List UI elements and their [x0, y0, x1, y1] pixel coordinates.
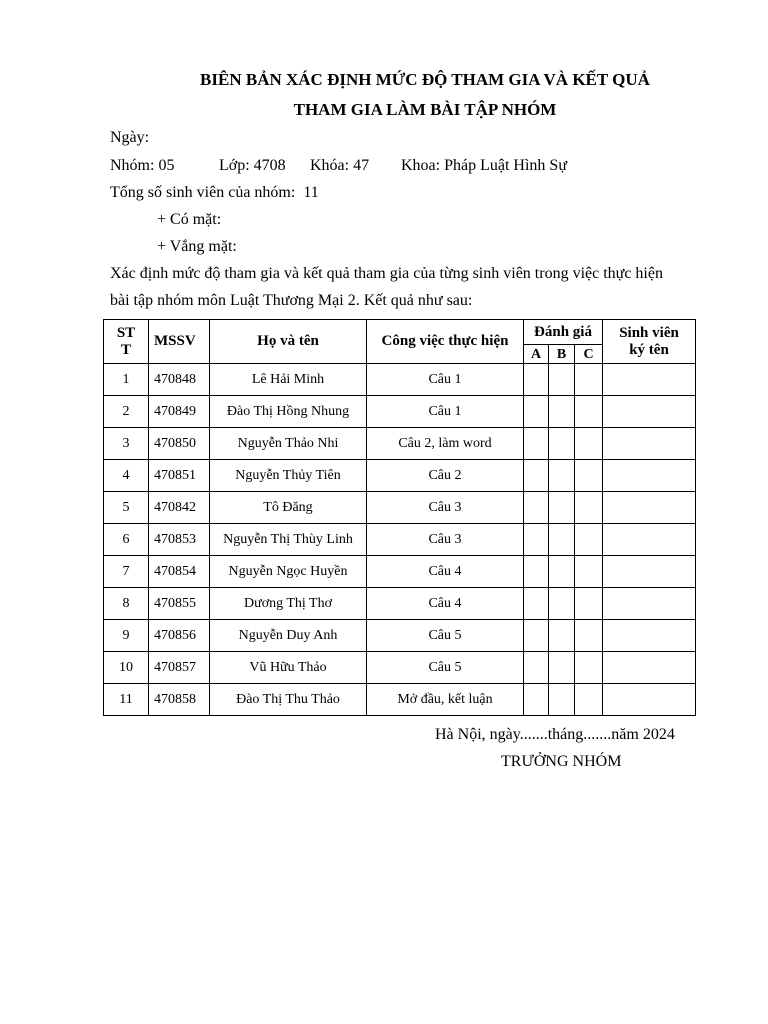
- cell-task: Câu 2, làm word: [367, 428, 524, 460]
- cell-mssv: 470850: [149, 428, 210, 460]
- date-label: Ngày:: [110, 129, 150, 146]
- present-label: + Có mặt:: [157, 211, 222, 228]
- cell-task: Mở đầu, kết luận: [367, 684, 524, 716]
- cell-stt: 6: [104, 524, 149, 556]
- cell-mssv: 470856: [149, 620, 210, 652]
- cell-grade-a: [524, 492, 549, 524]
- cell-task: Câu 5: [367, 652, 524, 684]
- cell-grade-c: [575, 588, 603, 620]
- cell-signature: [603, 556, 696, 588]
- cell-grade-c: [575, 684, 603, 716]
- table-row: [104, 556, 696, 588]
- cell-task: Câu 5: [367, 620, 524, 652]
- cell-stt: 1: [104, 364, 149, 396]
- faculty-label: Khoa: Pháp Luật Hình Sự: [401, 157, 567, 174]
- table-header-row: [104, 320, 696, 345]
- participation-table: [103, 319, 696, 716]
- cell-name: Lê Hải Minh: [210, 364, 367, 396]
- cell-name: Nguyễn Duy Anh: [210, 620, 367, 652]
- cell-task: Câu 3: [367, 492, 524, 524]
- cell-grade-c: [575, 396, 603, 428]
- cell-grade-c: [575, 652, 603, 684]
- cell-stt: 7: [104, 556, 149, 588]
- header-signature-line-1: Sinh viên: [619, 324, 679, 341]
- table-row: [104, 620, 696, 652]
- title-line-2: THAM GIA LÀM BÀI TẬP NHÓM: [293, 100, 557, 119]
- header-stt: [104, 320, 149, 364]
- cell-signature: [603, 460, 696, 492]
- table-row: [104, 652, 696, 684]
- cell-task: Câu 1: [367, 364, 524, 396]
- header-signature-line-2: ký tên: [629, 341, 669, 358]
- cell-grade-a: [524, 684, 549, 716]
- cell-stt: 9: [104, 620, 149, 652]
- table-body: [104, 364, 696, 716]
- cell-stt: 10: [104, 652, 149, 684]
- cell-signature: [603, 524, 696, 556]
- header-stt-line-2: T: [120, 341, 131, 358]
- table-row: [104, 588, 696, 620]
- cell-mssv: 470853: [149, 524, 210, 556]
- cell-signature: [603, 396, 696, 428]
- cell-grade-c: [575, 556, 603, 588]
- group-label: Nhóm: 05: [110, 157, 175, 174]
- cell-stt: 4: [104, 460, 149, 492]
- cell-grade-b: [549, 428, 575, 460]
- header-grade-c: C: [575, 345, 603, 364]
- header-stt-line-1: ST: [116, 324, 136, 341]
- cell-task: Câu 2: [367, 460, 524, 492]
- header-name: Họ và tên: [210, 320, 367, 364]
- cell-name: Nguyễn Ngọc Huyền: [210, 556, 367, 588]
- table-row: [104, 684, 696, 716]
- header-mssv: MSSV: [149, 320, 210, 364]
- cell-grade-c: [575, 620, 603, 652]
- cell-mssv: 470848: [149, 364, 210, 396]
- cell-task: Câu 4: [367, 556, 524, 588]
- cell-grade-b: [549, 524, 575, 556]
- cell-name: Dương Thị Thơ: [210, 588, 367, 620]
- footer-date: Hà Nội, ngày.......tháng.......năm 2024: [435, 726, 675, 743]
- cell-grade-b: [549, 364, 575, 396]
- cell-signature: [603, 620, 696, 652]
- table-row: [104, 364, 696, 396]
- cell-name: Đào Thị Hồng Nhung: [210, 396, 367, 428]
- cell-name: Nguyễn Thị Thùy Linh: [210, 524, 367, 556]
- cell-name: Tô Đăng: [210, 492, 367, 524]
- cell-signature: [603, 428, 696, 460]
- cell-grade-a: [524, 364, 549, 396]
- cell-grade-c: [575, 428, 603, 460]
- cell-grade-b: [549, 652, 575, 684]
- cell-signature: [603, 652, 696, 684]
- cell-name: Đào Thị Thu Thảo: [210, 684, 367, 716]
- cell-stt: 5: [104, 492, 149, 524]
- cell-mssv: 470858: [149, 684, 210, 716]
- description-line-1: Xác định mức độ tham gia và kết quả tham gia của từng sinh viên trong việc thực hiện: [110, 265, 663, 282]
- cell-grade-b: [549, 684, 575, 716]
- cell-grade-a: [524, 524, 549, 556]
- course-label: Khóa: 47: [310, 157, 370, 174]
- table-row: [104, 460, 696, 492]
- cell-grade-b: [549, 556, 575, 588]
- cell-stt: 2: [104, 396, 149, 428]
- cell-stt: 3: [104, 428, 149, 460]
- cell-task: Câu 3: [367, 524, 524, 556]
- cell-grade-c: [575, 364, 603, 396]
- footer-signature-label: TRƯỞNG NHÓM: [501, 753, 622, 770]
- cell-mssv: 470842: [149, 492, 210, 524]
- cell-mssv: 470849: [149, 396, 210, 428]
- cell-grade-b: [549, 396, 575, 428]
- cell-grade-a: [524, 460, 549, 492]
- description-line-2: bài tập nhóm môn Luật Thương Mại 2. Kết quả như sau:: [110, 292, 473, 309]
- cell-signature: [603, 588, 696, 620]
- cell-signature: [603, 684, 696, 716]
- header-signature: [603, 320, 696, 364]
- cell-mssv: 470855: [149, 588, 210, 620]
- cell-grade-c: [575, 524, 603, 556]
- cell-grade-b: [549, 460, 575, 492]
- cell-grade-a: [524, 588, 549, 620]
- cell-mssv: 470851: [149, 460, 210, 492]
- cell-signature: [603, 364, 696, 396]
- cell-stt: 11: [104, 684, 149, 716]
- cell-mssv: 470857: [149, 652, 210, 684]
- cell-grade-a: [524, 652, 549, 684]
- header-grade: Đánh giá: [524, 320, 603, 345]
- cell-grade-b: [549, 492, 575, 524]
- table-row: [104, 492, 696, 524]
- cell-signature: [603, 492, 696, 524]
- cell-task: Câu 4: [367, 588, 524, 620]
- cell-task: Câu 1: [367, 396, 524, 428]
- cell-grade-a: [524, 428, 549, 460]
- table-row: [104, 428, 696, 460]
- class-label: Lớp: 4708: [219, 157, 286, 174]
- cell-grade-c: [575, 460, 603, 492]
- table-row: [104, 524, 696, 556]
- title-line-1: BIÊN BẢN XÁC ĐỊNH MỨC ĐỘ THAM GIA VÀ KẾT QUẢ: [200, 70, 650, 89]
- cell-grade-b: [549, 588, 575, 620]
- cell-name: Nguyễn Thảo Nhi: [210, 428, 367, 460]
- cell-mssv: 470854: [149, 556, 210, 588]
- cell-grade-a: [524, 396, 549, 428]
- cell-name: Nguyễn Thủy Tiên: [210, 460, 367, 492]
- absent-label: + Vắng mặt:: [157, 238, 237, 255]
- cell-grade-b: [549, 620, 575, 652]
- total-students-label: Tổng số sinh viên của nhóm: 11: [110, 184, 319, 201]
- cell-name: Vũ Hữu Thảo: [210, 652, 367, 684]
- cell-grade-a: [524, 620, 549, 652]
- header-grade-b: B: [549, 345, 575, 364]
- cell-grade-c: [575, 492, 603, 524]
- table-row: [104, 396, 696, 428]
- header-grade-a: A: [524, 345, 549, 364]
- header-task: Công việc thực hiện: [367, 320, 524, 364]
- cell-stt: 8: [104, 588, 149, 620]
- cell-grade-a: [524, 556, 549, 588]
